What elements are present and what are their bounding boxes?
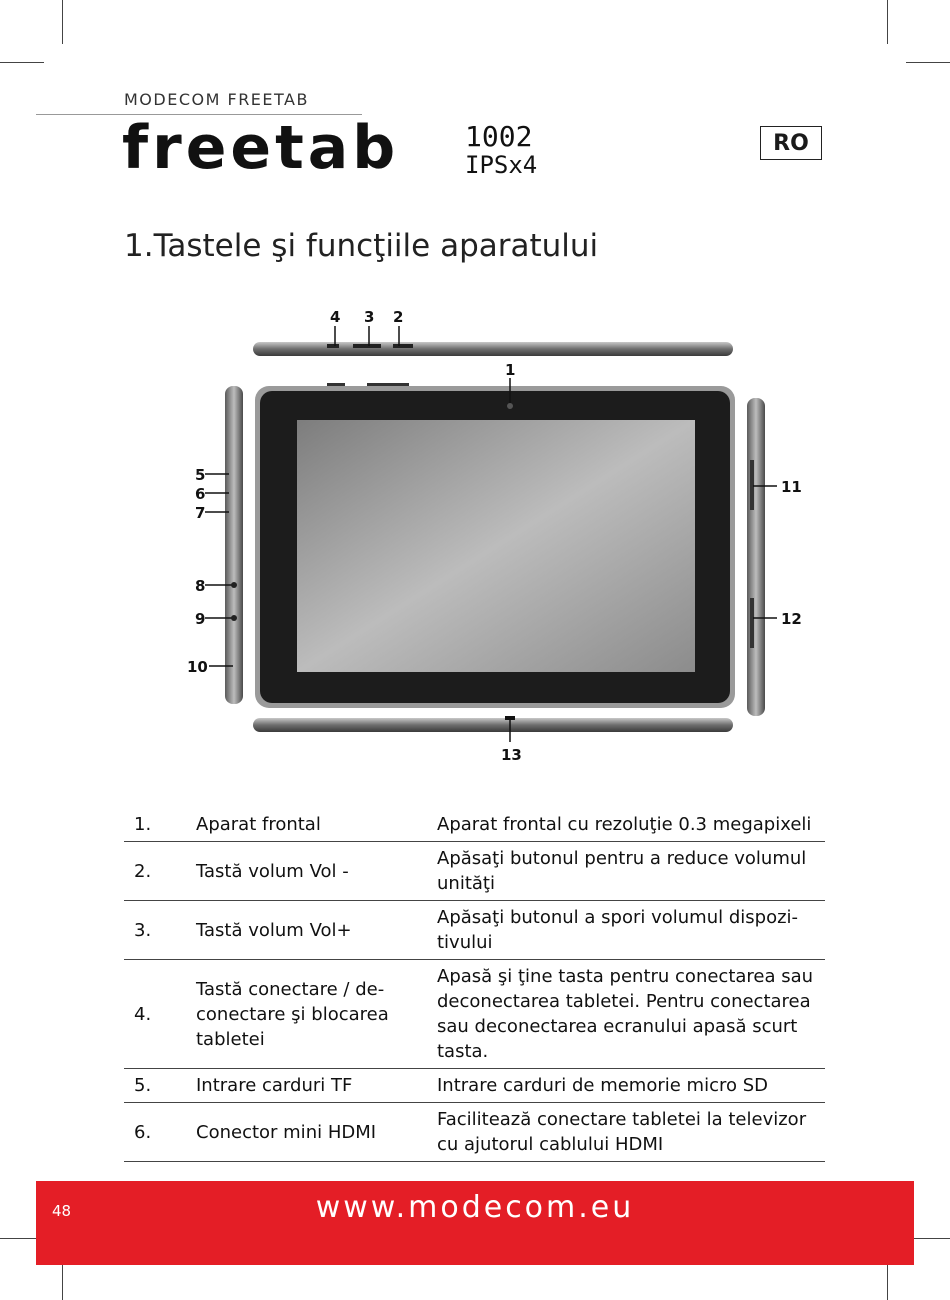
device-right-side: [747, 398, 765, 716]
device-bottom-edge: [253, 718, 733, 732]
row-key-name: Conector mini HDMI: [196, 1103, 437, 1162]
section-title: 1.Tastele şi funcţiile aparatului: [124, 228, 599, 264]
row-number: 5.: [124, 1069, 196, 1103]
device-left-side: [225, 386, 243, 704]
callout-1: 1: [505, 361, 516, 379]
callout-5: 5: [195, 466, 206, 484]
header-divider: [36, 114, 362, 115]
callout-3: 3: [364, 308, 375, 326]
logo-model: 1002: [465, 120, 533, 153]
brand-header: MODECOM FREETAB: [124, 90, 309, 109]
row-number: 1.: [124, 808, 196, 842]
device-screen: [297, 420, 695, 672]
row-description: Facilitează conectare tabletei la televizor cu ajutorul cablului HDMI: [437, 1103, 825, 1162]
front-camera: [507, 403, 513, 409]
row-number: 2.: [124, 842, 196, 901]
top-button: [353, 344, 381, 348]
callout-11: 11: [781, 478, 802, 496]
row-key-name: Aparat frontal: [196, 808, 437, 842]
crop-mark: [0, 62, 44, 63]
logo-word: freetab: [122, 118, 400, 183]
row-number: 4.: [124, 960, 196, 1069]
keys-functions-table: [124, 808, 825, 1162]
crop-mark: [887, 0, 888, 44]
callout-13: 13: [501, 746, 522, 764]
device-diagram: [185, 300, 805, 770]
callout-7: 7: [195, 504, 206, 522]
row-key-name: Tastă volum Vol+: [196, 901, 437, 960]
callout-6: 6: [195, 485, 206, 503]
crop-mark: [62, 0, 63, 44]
table-row: [124, 901, 825, 960]
row-description: Intrare carduri de memorie micro SD: [437, 1069, 825, 1103]
callout-9: 9: [195, 610, 206, 628]
row-key-name: Tastă volum Vol -: [196, 842, 437, 901]
table-row: [124, 1069, 825, 1103]
logo-sub: IPSx4: [465, 151, 538, 179]
row-key-name: Intrare carduri TF: [196, 1069, 437, 1103]
freetab-logo: [120, 118, 560, 188]
row-description: Apasă şi ţine tasta pentru conectarea sau deconectarea tabletei. Pentru conectarea sau deconectarea ecranului apasă scurt tasta.: [437, 960, 825, 1069]
row-description: Apăsaţi butonul pentru a reduce volumul unităţi: [437, 842, 825, 901]
row-number: 6.: [124, 1103, 196, 1162]
row-key-name: Tastă conectare / de-conectare şi blocarea tabletei: [196, 960, 437, 1069]
table-row: [124, 960, 825, 1069]
callout-10: 10: [187, 658, 208, 676]
table-row: [124, 1103, 825, 1162]
row-number: 3.: [124, 901, 196, 960]
callout-2: 2: [393, 308, 404, 326]
callout-4: 4: [330, 308, 341, 326]
callout-8: 8: [195, 577, 206, 595]
callout-12: 12: [781, 610, 802, 628]
page-number: 48: [52, 1202, 72, 1220]
language-badge: RO: [760, 126, 822, 160]
footer-url[interactable]: www.modecom.eu: [315, 1190, 635, 1225]
top-button: [327, 344, 339, 348]
device-top-edge: [253, 342, 733, 356]
row-description: Aparat frontal cu rezoluţie 0.3 megapixeli: [437, 808, 825, 842]
row-description: Apăsaţi butonul a spori volumul dispozi-tivului: [437, 901, 825, 960]
table-row: [124, 808, 825, 842]
table-row: [124, 842, 825, 901]
top-button: [393, 344, 413, 348]
crop-mark: [906, 62, 950, 63]
